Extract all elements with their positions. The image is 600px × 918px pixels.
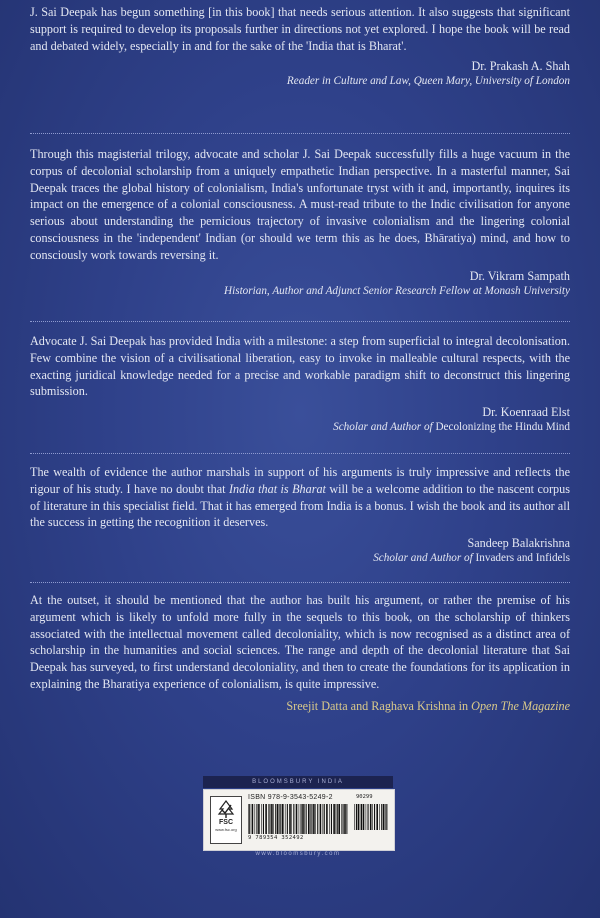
divider: [30, 321, 570, 322]
blurb-balakrishna: [30, 464, 570, 566]
fsc-url: www.fsc.org: [215, 827, 237, 832]
blurb-text: [30, 464, 570, 531]
attribution: [30, 58, 570, 89]
role-prefix: Scholar and Author of: [333, 421, 433, 434]
blurb-open-magazine: [30, 592, 570, 714]
divider: [30, 453, 570, 454]
divider: [30, 133, 570, 134]
attribution: [30, 404, 570, 435]
barcode-digits: 9 789354 352492: [248, 835, 304, 841]
source-names: Sreejit Datta and Raghava Krishna in: [286, 698, 469, 713]
tree-check-icon: [216, 799, 236, 819]
attribution: [30, 268, 570, 299]
blurb-text: Through this magisterial trilogy, advocate and scholar J. Sai Deepak successfully fills a huge vacuum in the corpus of decolonial scholarship from a uniquely empathetic Indian perspective. In a masterful manner, Sai Deepak traces the global history of colonialism, India's unfortunate tryst with it and, importantly, inquires its impact on the emergence of a colonial consciousness. A must-read tribute to the Indic civilisation for anyone serious about understanding the pernicious trajectory of invasive colonialism and the lingering colonial consciousness in the 'independent' Indian (or should we term this as he does, Bhāratiya) mind, and how to consciously work towards reversing it.: [30, 147, 570, 262]
addon-barcode-icon: [354, 804, 388, 830]
book-title-inline: India that is Bharat: [228, 481, 326, 496]
blurb-text: At the outset, it should be mentioned that the author has built his argument, or rather the premise of his argument which is likely to unfold more fully in the sequels to this book, on the scholarship of thinkers associated with the intellectual movement called decoloniality, which is now recognised as a distinct area of scholarship in the humanities and social sciences. The range and depth of the decolonial literature that Sai Deepak has surveyed, to first understand decoloniality, and then to create the foundations for its application in explaining the Bharatiya experience of colonialism, is quite impressive.: [30, 593, 570, 691]
blurb-text: J. Sai Deepak has begun something [in this book] that needs serious attention. It also suggests that significant support is required to develop its proposals further in directions not yet explored. I hope the book will be read and debated widely, especially in and for the sake of the 'India that is Bharat'.: [30, 5, 570, 53]
blurb-elst: [30, 333, 570, 435]
blurb-sampath: [30, 146, 570, 299]
divider: [30, 582, 570, 583]
attribution-name: Sandeep Balakrishna: [467, 536, 570, 551]
book-title: Invaders and Infidels: [475, 552, 570, 565]
source-publication: Open The Magazine: [471, 698, 570, 713]
attribution: [30, 535, 570, 566]
barcode-icon: [248, 804, 348, 834]
publisher-website: www.bloomsbury.com: [255, 851, 341, 857]
attribution-role: Reader in Culture and Law, Queen Mary, University of London: [286, 75, 570, 88]
isbn-text: ISBN 978-9-3543-5249-2: [248, 794, 333, 801]
attribution-name: Dr. Prakash A. Shah: [471, 59, 570, 74]
text-part: The wealth of evidence the author marshals in support of his arguments is truly impressive and reflects the rigour of his study. I have no doubt that: [30, 465, 570, 496]
barcode-box: [203, 789, 395, 851]
role-prefix: Scholar and Author of: [373, 552, 473, 565]
blurb-shah: [30, 4, 570, 89]
attribution-role: [30, 420, 570, 435]
publisher-strip: BLOOMSBURY INDIA: [203, 776, 393, 788]
addon-digits: 90299: [356, 794, 373, 800]
attribution-role: [30, 551, 570, 566]
blurb-text: Advocate J. Sai Deepak has provided India with a milestone: a step from superficial to integral decolonisation. Few combine the vision of a civilisational liberation, easy to invoke in malleable cultural respects, with the exacting juridical knowledge needed for a precise and workable paradigm shift to deconstruct this lingering submission.: [30, 334, 570, 399]
fsc-logo: [210, 796, 242, 844]
attribution-name: Dr. Koenraad Elst: [482, 405, 570, 420]
attribution-role: Historian, Author and Adjunct Senior Research Fellow at Monash University: [224, 284, 570, 297]
attribution-name: Dr. Vikram Sampath: [469, 268, 570, 283]
book-title: Decolonizing the Hindu Mind: [435, 421, 570, 434]
fsc-label: FSC: [219, 819, 233, 826]
text-part: will be a welcome addition to the nascent corpus of literature in this specialist field. That it has emerged from India is a bonus. I wish the book and its author all the success in getting the recognition it deserves.: [30, 481, 570, 530]
attribution-source: [30, 699, 570, 714]
